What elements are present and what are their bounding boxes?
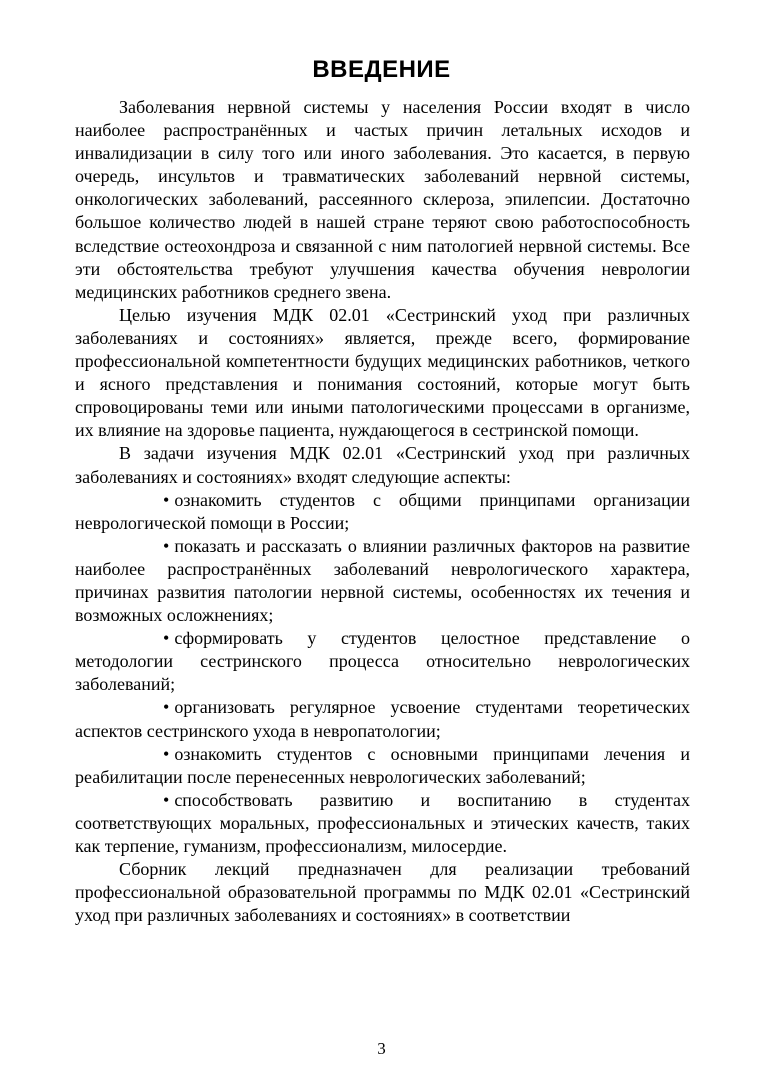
list-item [75, 535, 690, 627]
bullet-icon: • [163, 489, 170, 510]
bullet-icon: • [163, 697, 170, 718]
intro-paragraph: Заболевания нервной системы у населения России входят в число наиболее распространённых и частых причин летальных исходов и инвалидизации в силу того или иного заболевания. Это касается, в первую очередь, инсультов и травматических заболеваний нервной системы, онкологических заболеваний, рассеянного склероза, эпилепсии. Достаточно большое количество людей в нашей стране теряют свою работоспособность вследствие остеохондроза и связанной с ним патологией нервной системы. Все эти обстоятельства требуют улучшения качества обучения неврологии медицинских работников среднего звена. [75, 97, 690, 302]
bullet-icon: • [163, 535, 170, 556]
list-item-text: способствовать развитию и воспитанию в студентах соответствующих моральных, профессиональных и этических качеств, таких как терпение, гуманизм, профессионализм, милосердие. [75, 789, 690, 856]
page-title: ВВЕДЕНИЕ [312, 56, 451, 83]
list-item [75, 743, 690, 789]
list-item [75, 627, 690, 696]
bullet-icon: • [163, 789, 170, 810]
bullet-icon: • [163, 628, 170, 649]
list-item [75, 489, 690, 535]
tasks-paragraph: В задачи изучения МДК 02.01 «Сестринский уход при различных заболеваниях и состояниях» входят следующие аспекты: [75, 443, 690, 487]
list-item-text: ознакомить студентов с основными принципами лечения и реабилитации после перенесенных неврологических заболеваний; [75, 743, 690, 787]
page-number: 3 [377, 1039, 386, 1058]
list-item [75, 789, 690, 858]
list-item [75, 696, 690, 742]
goal-paragraph: Целью изучения МДК 02.01 «Сестринский уход при различных заболеваниях и состояниях» является, прежде всего, формирование профессиональной компетентности будущих медицинских работников, четкого и ясного представления и понимания состояний, которые могут быть спровоцированы теми или иными патологическими процессами в организме, их влияние на здоровье пациента, нуждающегося в сестринской помощи. [75, 304, 690, 441]
list-item-text: сформировать у студентов целостное представление о методологии сестринского процесса относительно неврологических заболеваний; [75, 628, 690, 695]
bullet-icon: • [163, 743, 170, 764]
closing-paragraph: Сборник лекций предназначен для реализации требований профессиональной образовательной программы по МДК 02.01 «Сестринский уход при различных заболеваниях и состояниях» в соответствии [75, 859, 690, 926]
list-item-text: организовать регулярное усвоение студентами теоретических аспектов сестринского ухода в невропатологии; [75, 697, 690, 741]
list-item-text: ознакомить студентов с общими принципами организации неврологической помощи в России; [75, 489, 690, 533]
list-item-text: показать и рассказать о влиянии различных факторов на развитие наиболее распространённых заболеваний неврологического характера, причинах развития патологии нервной системы, особенностях их течения и возможных осложнениях; [75, 535, 690, 626]
body-text [75, 96, 690, 927]
